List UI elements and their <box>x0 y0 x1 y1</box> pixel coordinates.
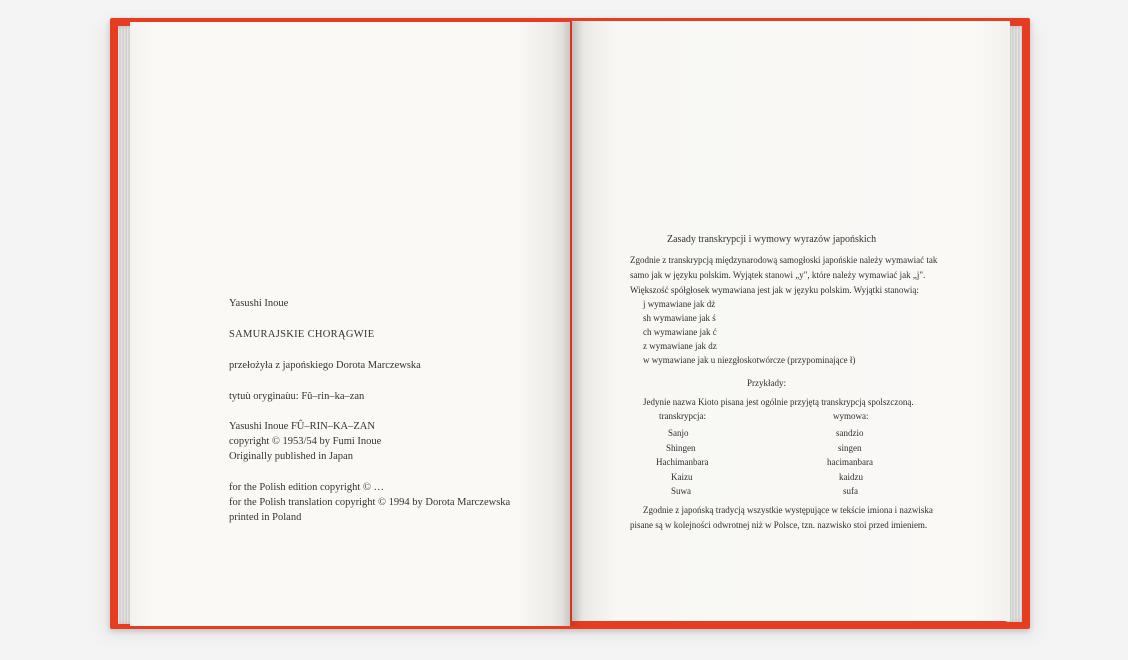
pronunciation-cell: kaidzu <box>839 472 863 482</box>
paragraph-line: Większość spółgłosek wymawiana jest jak w języku polskim. Wyjątki stanowią: <box>630 285 919 295</box>
book-title: SAMURAJSKIE CHORĄGWIE <box>229 329 375 340</box>
edition-line: for the Polish edition copyright © … <box>229 482 384 493</box>
exception-item: sh wymawiane jak ś <box>643 313 716 323</box>
pronunciation-cell: hacimanbara <box>827 457 873 467</box>
kyoto-note: Jedynie nazwa Kioto pisana jest ogólnie przyjętą transkrypcją spolszczoną. <box>643 397 914 407</box>
edition-line: for the Polish translation copyright © 1994 by Dorota Marczewska <box>229 497 511 508</box>
pronunciation-cell: singen <box>838 443 862 453</box>
right-page <box>572 21 1010 621</box>
copyright-line: Yasushi Inoue FÛ–RIN–KA–ZAN <box>229 421 375 432</box>
left-page <box>130 22 570 626</box>
copyright-line: Originally published in Japan <box>229 451 353 462</box>
transcription-cell: Shingen <box>666 443 696 453</box>
transcription-cell: Suwa <box>671 486 691 496</box>
transcription-column-header: transkrypcja: <box>659 411 706 421</box>
copyright-line: copyright © 1953/54 by Fumi Inoue <box>229 436 382 447</box>
transcription-heading: Zasady transkrypcji i wymowy wyrazów japońskich <box>667 234 877 245</box>
author-name: Yasushi Inoue <box>229 298 289 309</box>
pronunciation-cell: sandzio <box>836 428 864 438</box>
paragraph-line: Zgodnie z japońską tradycją wszystkie występujące w tekście imiona i nazwiska <box>643 505 933 515</box>
exception-item: j wymawiane jak dż <box>643 299 716 309</box>
pronunciation-cell: sufa <box>843 486 858 496</box>
transcription-cell: Sanjo <box>668 428 689 438</box>
book-gutter <box>562 22 582 626</box>
transcription-cell: Hachimanbara <box>656 457 709 467</box>
translator-line: przełożyła z japońskiego Dorota Marczewska <box>229 360 421 371</box>
transcription-cell: Kaizu <box>671 472 693 482</box>
paragraph-line: pisane są w kolejności odwrotnej niż w Polsce, tzn. nazwisko stoi przed imieniem. <box>630 520 928 530</box>
examples-heading: Przykłady: <box>747 378 786 388</box>
pronunciation-column-header: wymowa: <box>833 411 869 421</box>
paragraph-line: Zgodnie z transkrypcją międzynarodową samogłoski japońskie należy wymawiać tak <box>630 255 938 265</box>
exception-item: ch wymawiane jak ć <box>643 327 717 337</box>
paragraph-line: samo jak w języku polskim. Wyjątek stanowi „y", które należy wymawiać jak „j". <box>630 270 926 280</box>
exception-item: z wymawiane jak dz <box>643 341 717 351</box>
original-title-line: tytuù oryginaùu: Fû–rin–ka–zan <box>229 391 365 402</box>
exception-item: w wymawiane jak u niezgłoskotwórcze (przypominające ł) <box>643 355 856 365</box>
edition-line: printed in Poland <box>229 512 302 523</box>
